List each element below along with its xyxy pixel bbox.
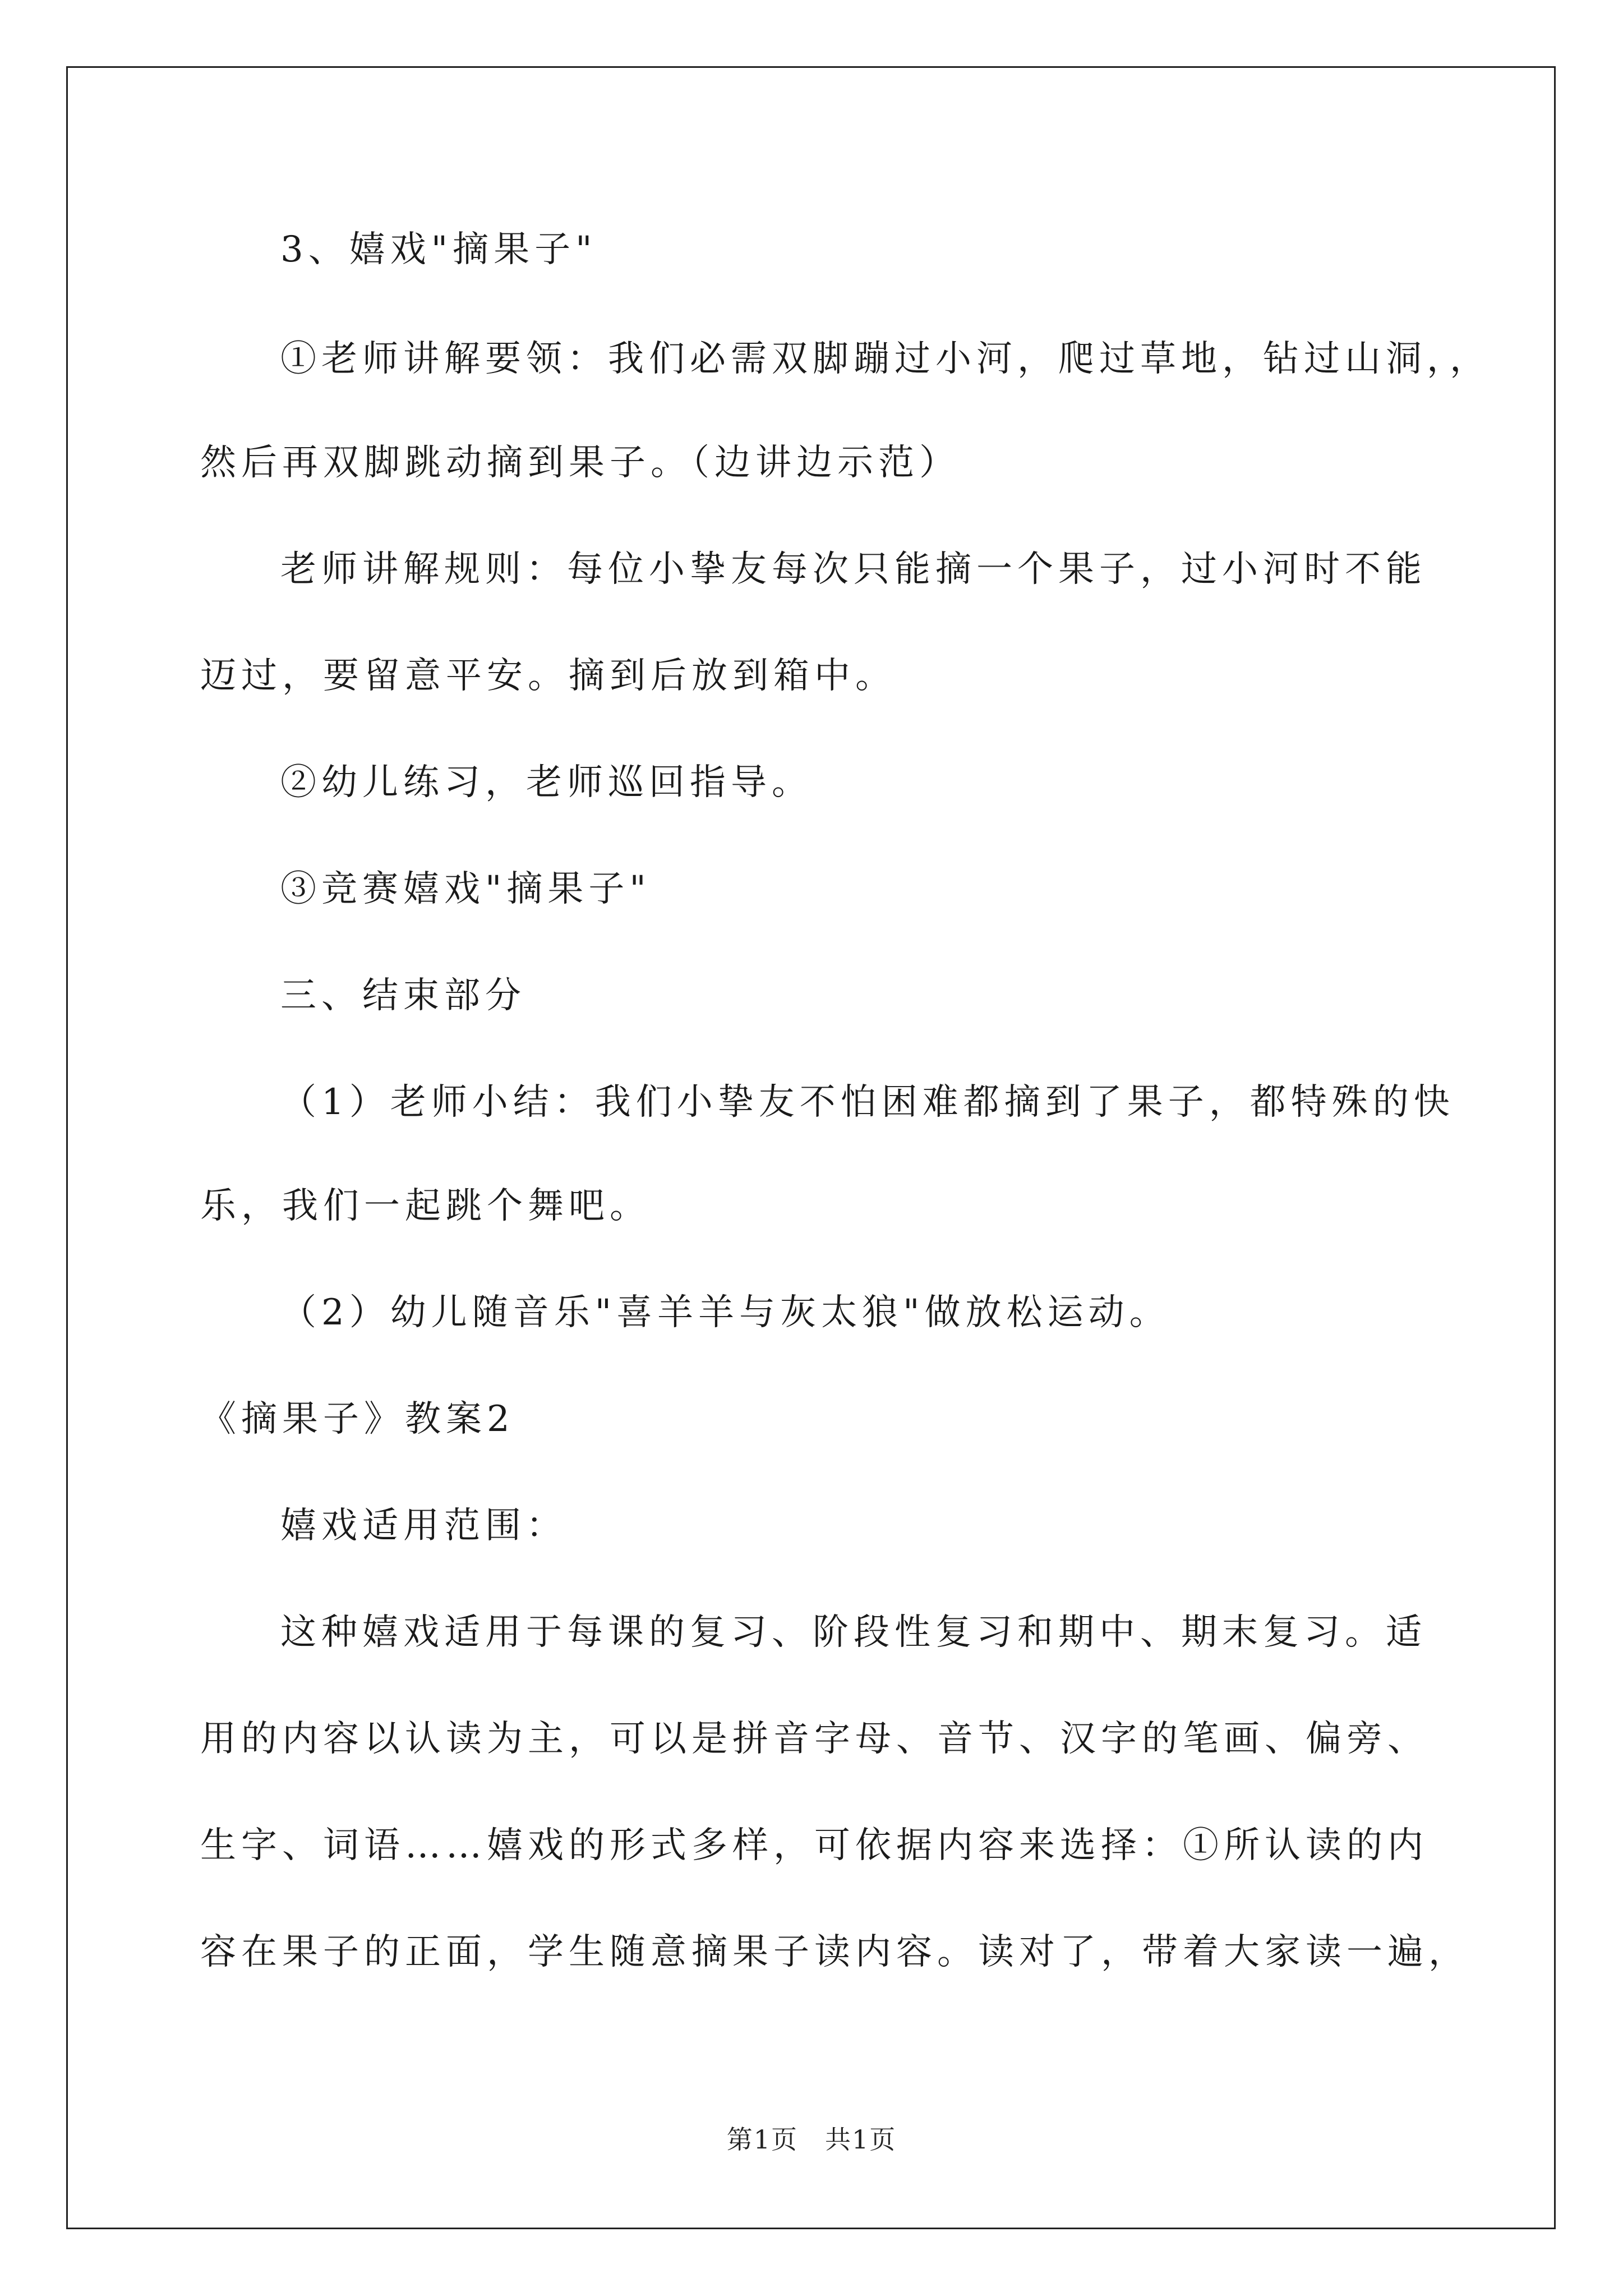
text-line-continuation: 迈过，要留意平安。摘到后放到箱中。 — [200, 655, 896, 697]
text-line-scope-heading: 嬉戏适用范围： — [280, 1505, 567, 1547]
text-line-continuation: 用的内容以认读为主，可以是拼音字母、音节、汉字的笔画、偏旁、 — [200, 1718, 1428, 1760]
text-line-relax: （2）幼儿随音乐"喜羊羊与灰太狼"做放松运动。 — [280, 1292, 1170, 1333]
text-line-teacher-explain: ①老师讲解要领：我们必需双脚蹦过小河，爬过草地，钻过山洞，， — [280, 338, 1491, 380]
text-line-summary: （1）老师小结：我们小挚友不怕困难都摘到了果子，都特殊的快 — [280, 1082, 1455, 1123]
text-line-practice: ②幼儿练习，老师巡回指导。 — [280, 762, 813, 803]
section-heading-ending: 三、结束部分 — [280, 975, 526, 1016]
text-line-rules: 老师讲解规则：每位小挚友每次只能摘一个果子，过小河时不能 — [280, 549, 1427, 590]
page-number: 第1页 共1页 — [726, 2124, 897, 2155]
text-line-competition: ③竞赛嬉戏"摘果子" — [280, 868, 651, 910]
lesson-plan-title: 《摘果子》教案2 — [200, 1398, 515, 1440]
text-line-scope: 这种嬉戏适用于每课的复习、阶段性复习和期中、期末复习。适 — [280, 1612, 1427, 1653]
text-line-continuation: 然后再双脚跳动摘到果子。（边讲边示范） — [200, 442, 960, 484]
text-line-continuation: 容在果子的正面，学生随意摘果子读内容。读对了，带着大家读一遍， — [200, 1931, 1469, 1973]
page-border — [66, 66, 1556, 2229]
text-line-game-title: 3、嬉戏"摘果子" — [280, 229, 597, 270]
text-line-continuation: 乐，我们一起跳个舞吧。 — [200, 1185, 651, 1227]
text-line-continuation: 生字、词语……嬉戏的形式多样，可依据内容来选择：①所认读的内 — [200, 1825, 1428, 1866]
